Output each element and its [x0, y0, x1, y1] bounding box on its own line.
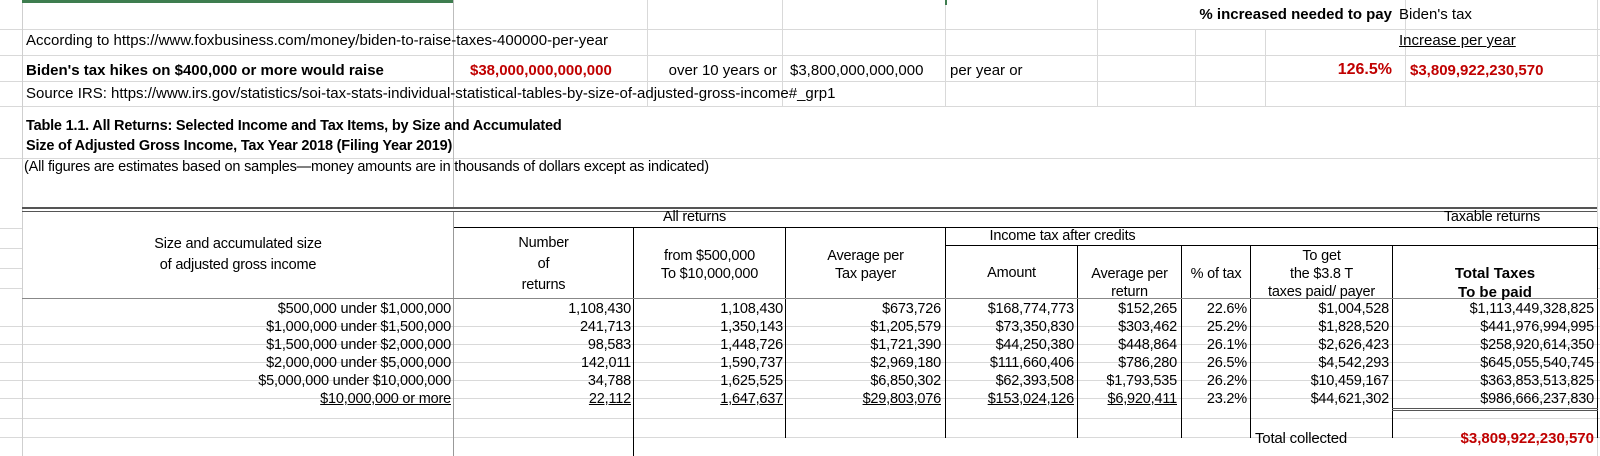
- row-to-get: $1,004,528: [1318, 301, 1389, 317]
- toget-header-line2: the $3.8 T: [1289, 266, 1354, 282]
- avg-return-header-line1: Average per: [1091, 266, 1168, 282]
- row-cumulative: 1,448,726: [720, 337, 783, 353]
- gridline: [0, 29, 1600, 30]
- table-title-line2: Size of Adjusted Gross Income, Tax Year 2018 (Filing Year 2019): [26, 138, 453, 154]
- according-to-text: According to https://www.foxbusiness.com/money/biden-to-raise-taxes-400000-per-year: [26, 32, 608, 49]
- selection-border: [945, 0, 947, 5]
- row-amount: $168,774,773: [987, 301, 1074, 317]
- total-column-bottom-border: [1392, 410, 1598, 411]
- income-tax-after-credits-header: Income tax after credits: [989, 228, 1136, 244]
- all-returns-header: All returns: [663, 209, 727, 225]
- total-collected-value: $3,809,922,230,570: [1460, 430, 1594, 447]
- pct-increase-value: 126.5%: [1337, 61, 1392, 78]
- ten-year-amount: $38,000,000,000,000: [470, 62, 612, 79]
- row-size: $10,000,000 or more: [320, 391, 451, 407]
- row-cumulative: 1,590,737: [720, 355, 783, 371]
- number-header-line1: Number: [518, 235, 569, 251]
- row-avg-taxpayer: $2,969,180: [870, 355, 941, 371]
- avg-taxpayer-header-line2: Tax payer: [834, 266, 897, 282]
- row-avg-taxpayer: $6,850,302: [870, 373, 941, 389]
- total-collected-label: Total collected: [1255, 430, 1348, 447]
- row-size: $1,000,000 under $1,500,000: [266, 319, 451, 335]
- row-total: $363,853,513,825: [1480, 373, 1594, 389]
- header-rule: [1405, 245, 1598, 246]
- gridline: [1265, 29, 1266, 106]
- per-year-amount: $3,800,000,000,000: [790, 62, 924, 79]
- table-note: (All figures are estimates based on samples—money amounts are in thousands of dollars except as indicated): [24, 159, 709, 175]
- row-pct-tax: 25.2%: [1206, 319, 1247, 335]
- row-cumulative: 1,625,525: [720, 373, 783, 389]
- per-year-or-text: per year or: [950, 62, 1023, 79]
- row-pct-tax: 23.2%: [1206, 391, 1247, 407]
- gridline: [945, 0, 946, 106]
- row-cumulative: 1,108,430: [720, 301, 783, 317]
- number-header-line2: of: [537, 256, 550, 272]
- gridline: [0, 437, 1600, 438]
- row-size: $2,000,000 under $5,000,000: [266, 355, 451, 371]
- row-number: 22,112: [588, 391, 631, 407]
- row-to-get: $2,626,423: [1318, 337, 1389, 353]
- pct-tax-header: % of tax: [1190, 266, 1242, 282]
- size-header-line1: Size and accumulated size: [154, 236, 322, 252]
- row-total: $441,976,994,995: [1480, 319, 1594, 335]
- gridline: [0, 418, 1600, 419]
- table-top-border: [22, 211, 1597, 212]
- row-cumulative: 1,350,143: [720, 319, 783, 335]
- from-header-line1: from $500,000: [664, 248, 755, 264]
- row-size: $1,500,000 under $2,000,000: [266, 337, 451, 353]
- gridline: [1097, 0, 1098, 106]
- avg-taxpayer-header-line1: Average per: [827, 248, 904, 264]
- row-total: $986,666,237,830: [1480, 391, 1594, 407]
- total-taxes-header-line2: To be paid: [1458, 284, 1532, 301]
- row-amount: $62,393,508: [995, 373, 1074, 389]
- pct-needed-label: % increased needed to pay: [1199, 6, 1392, 23]
- gridline: [1195, 29, 1196, 106]
- row-number: 1,108,430: [568, 301, 631, 317]
- row-avg-return: $448,864: [1118, 337, 1177, 353]
- row-avg-return: $6,920,411: [1107, 391, 1177, 407]
- row-size: $5,000,000 under $10,000,000: [258, 373, 451, 389]
- total-column-bottom-border: [1392, 408, 1598, 409]
- gridline: [0, 81, 1600, 82]
- bidens-tax-label: Biden's tax: [1399, 6, 1472, 23]
- source-irs-text: Source IRS: https://www.irs.gov/statistics/soi-tax-stats-individual-statistical-tables-by-size-of-adjusted-gross-income#_grp1: [26, 85, 836, 102]
- table-top-border: [22, 207, 1597, 209]
- increase-per-year-label: Increase per year: [1399, 32, 1516, 49]
- row-number: 98,583: [587, 337, 631, 353]
- toget-header-line3: taxes paid/ payer: [1267, 284, 1376, 300]
- table-title-line1: Table 1.1. All Returns: Selected Income and Tax Items, by Size and Accumulated: [26, 118, 562, 134]
- row-pct-tax: 26.5%: [1206, 355, 1247, 371]
- row-to-get: $1,828,520: [1318, 319, 1389, 335]
- row-avg-taxpayer: $29,803,076: [862, 391, 941, 407]
- row-pct-tax: 26.1%: [1206, 337, 1247, 353]
- row-avg-taxpayer: $1,205,579: [870, 319, 941, 335]
- row-pct-tax: 22.6%: [1206, 301, 1247, 317]
- header-rule: [945, 245, 1410, 246]
- row-avg-taxpayer: $673,726: [882, 301, 941, 317]
- tax-hikes-label: Biden's tax hikes on $400,000 or more would raise: [26, 62, 384, 79]
- col-border: [1597, 228, 1598, 438]
- selection-border: [22, 0, 453, 3]
- gridline: [0, 55, 1600, 56]
- row-total: $258,920,614,350: [1480, 337, 1594, 353]
- row-amount: $73,350,830: [995, 319, 1074, 335]
- from-header-line2: To $10,000,000: [660, 266, 759, 282]
- over-10-years-text: over 10 years or: [668, 62, 777, 79]
- row-to-get: $4,542,293: [1318, 355, 1389, 371]
- total-taxes-header-line1: Total Taxes: [1454, 265, 1536, 282]
- row-to-get: $10,459,167: [1310, 373, 1389, 389]
- row-avg-return: $1,793,535: [1106, 373, 1177, 389]
- row-amount: $111,660,406: [989, 355, 1074, 371]
- row-avg-return: $152,265: [1118, 301, 1177, 317]
- row-amount: $153,024,126: [987, 391, 1074, 407]
- row-total: $1,113,449,328,825: [1469, 301, 1594, 317]
- gridline: [0, 106, 1600, 107]
- row-amount: $44,250,380: [995, 337, 1074, 353]
- row-avg-return: $786,280: [1118, 355, 1177, 371]
- increase-amount-value: $3,809,922,230,570: [1410, 62, 1544, 79]
- number-header-line3: returns: [521, 277, 566, 293]
- row-total: $645,055,540,745: [1480, 355, 1594, 371]
- row-pct-tax: 26.2%: [1206, 373, 1247, 389]
- row-number: 34,788: [587, 373, 631, 389]
- avg-return-header-line2: return: [1111, 284, 1148, 300]
- amount-header: Amount: [987, 265, 1036, 281]
- toget-header-line1: To get: [1302, 248, 1341, 264]
- row-avg-return: $303,462: [1118, 319, 1177, 335]
- size-header-line2: of adjusted gross income: [159, 257, 317, 273]
- taxable-returns-header: Taxable returns: [1443, 209, 1540, 225]
- row-cumulative: 1,647,637: [720, 391, 783, 407]
- row-to-get: $44,621,302: [1310, 391, 1389, 407]
- row-size: $500,000 under $1,000,000: [277, 301, 451, 317]
- row-number: 142,011: [581, 355, 631, 371]
- row-number: 241,713: [579, 319, 631, 335]
- row-avg-taxpayer: $1,721,390: [870, 337, 941, 353]
